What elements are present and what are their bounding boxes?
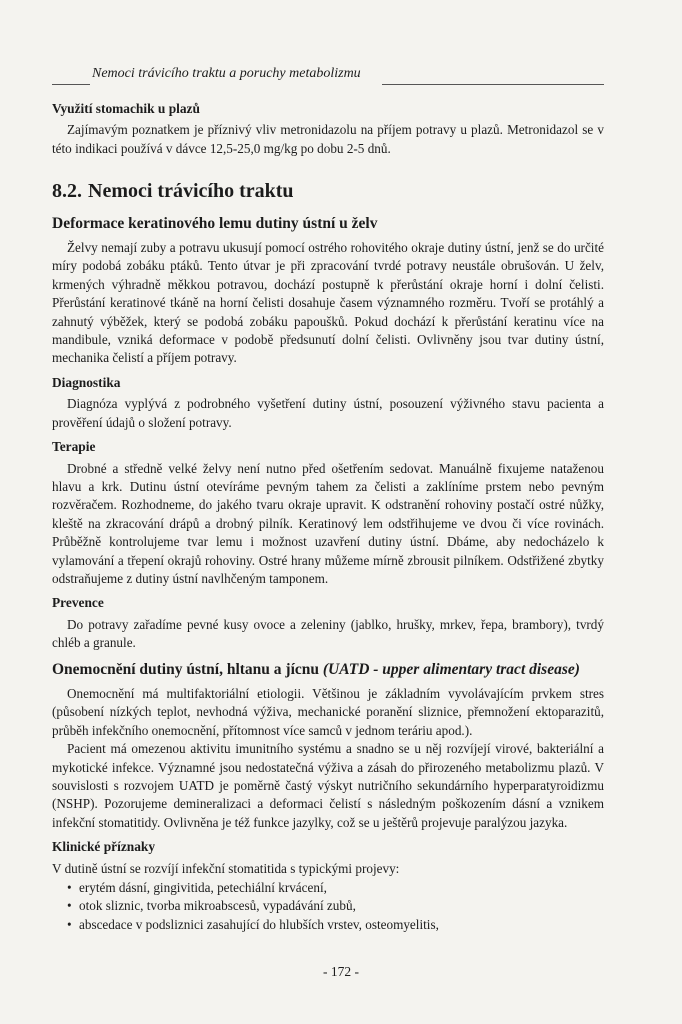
topic-heading-uatd: [52, 661, 604, 679]
diagnostika-heading: Diagnostika: [52, 374, 121, 390]
running-title: Nemoci trávicího traktu a poruchy metabolizmu: [92, 66, 361, 81]
page-number: - 172 -: [323, 964, 359, 979]
running-header: [52, 64, 604, 86]
list-item: • erytém dásní, gingivitida, petechiální krvácení,: [67, 879, 604, 897]
terapie-heading: Terapie: [52, 439, 96, 455]
diagnostika-paragraph: Diagnóza vyplývá z podrobného vyšetření dutiny ústní, posouzení výživného stavu pacienta a prověření údajů o složení potravy.: [52, 396, 604, 430]
page-content: [52, 100, 604, 934]
intro-heading: Využití stomachik u plazů: [52, 101, 200, 116]
header-rule-left: [52, 84, 90, 85]
list-item: • abscedace v podsliznici zasahující do hlubších vrstev, osteomyelitis,: [67, 916, 604, 934]
uatd-title-main: Onemocnění dutiny ústní, hltanu a jícnu: [52, 660, 320, 678]
prevence-paragraph: Do potravy zařadíme pevné kusy ovoce a zeleniny (jablko, hrušky, mrkev, řepa, brambory), tvrdý chléb a granule.: [52, 616, 604, 651]
intro-paragraph: Zajímavým poznatkem je příznivý vliv metronidazolu na příjem potravy u plazů. Metronidazol se v této indikaci používá v dávce 12,5-25,0 mg/kg po dobu 2-5 dnů.: [52, 122, 604, 156]
topic-heading-keratin: Deformace keratinového lemu dutiny ústní u želv: [52, 214, 378, 232]
klinicke-heading: Klinické příznaky: [52, 839, 156, 855]
klinicke-intro: V dutině ústní se rozvíjí infekční stomatitida s typickými projevy:: [52, 860, 400, 876]
section-number: 8.2.: [52, 180, 82, 203]
list-item: • otok sliznic, tvorba mikroabscesů, vypadávání zubů,: [67, 897, 604, 915]
section-heading: [52, 180, 604, 203]
prevence-heading: Prevence: [52, 595, 104, 611]
header-rule-right: [382, 84, 604, 85]
uatd-paragraph-2: Pacient má omezenou aktivitu imunitního systému a snadno se u něj rozvíjejí virové, bakteriální a mykotické infekce. Významné jsou nedostatečná výživa a zásah do přirozeného metabolizmu plazů. V souvislosti s rozvojem UATD je poměrně častý výskyt nutričního sekundárního hyperparatyroidizmu (NSHP). Pozorujeme demineralizaci a deformaci čelistí s následným poškozením dásní a vznikem infekční stomatitidy. Ovlivněna je též funkce jazylky, což se u ještěrů projevuje paralýzou jazyka.: [52, 741, 604, 830]
section-title: Nemoci trávicího traktu: [88, 180, 294, 203]
uatd-paragraph-1: Onemocnění má multifaktoriální etiologii. Většinou je základním vyvolávajícím prvkem stres (působení nízkých teplot, nevhodná výživa, mechanické poranění sliznice, přemnožení ektoparazitů, průběh infekčního onemocnění, přítomnost více samců v jednom teráriu apod.).: [52, 685, 604, 738]
terapie-paragraph: Drobné a středně velké želvy není nutno před ošetřením sedovat. Manuálně fixujeme nataženou hlavu a krk. Dutinu ústní otevíráme pevným tahem za čelisti a zaklíníme prstem nebo pevným rozvěračem. Rozhodneme, do jakého tvaru okraje upravit. K odstranění rohoviny postačí ostré nůžky, kleště na zkracování drápů a drobný pilník. Keratinový lem odstřihujeme ve dvou či více rovinách. Průběžně kontrolujeme tvar lemu i možnost uzavření dutiny ústní. Dbáme, aby nedocházelo k vylamování a třepení okrajů rohoviny. Ostré hrany můžeme mírně zbrousit pilníkem. Odstřižené zbytky odstraňujeme z dutiny ústní navlhčeným tamponem.: [52, 460, 604, 586]
symptom-list: [52, 879, 604, 934]
uatd-title-abbr: (UATD - upper alimentary tract disease): [322, 660, 580, 678]
keratin-paragraph: Želvy nemají zuby a potravu ukusují pomocí ostrého rohovitého okraje dutiny ústní, jenž se do určité míry podobá zobáku ptáků. Tento útvar je při zpracování tvrdé potravy neustále obrušován. U želv, krmených výhradně měkkou potravou, dochází postupně k přerůstání okraje horní i dolní čelisti. Přerůstání keratinové tkáně na horní čelisti dosahuje časem významného rozměru. Tvoří se protáhlý a zahnutý výběžek, který se podobá zobáku papoušků. Pokud dochází k přerůstání keratinu více na mandibule, vzniká deformace v podobě předsunutí dolní čelisti. Ovlivněny jsou tvar dutiny ústní, mechanika čelistí a příjem potravy.: [52, 240, 604, 366]
